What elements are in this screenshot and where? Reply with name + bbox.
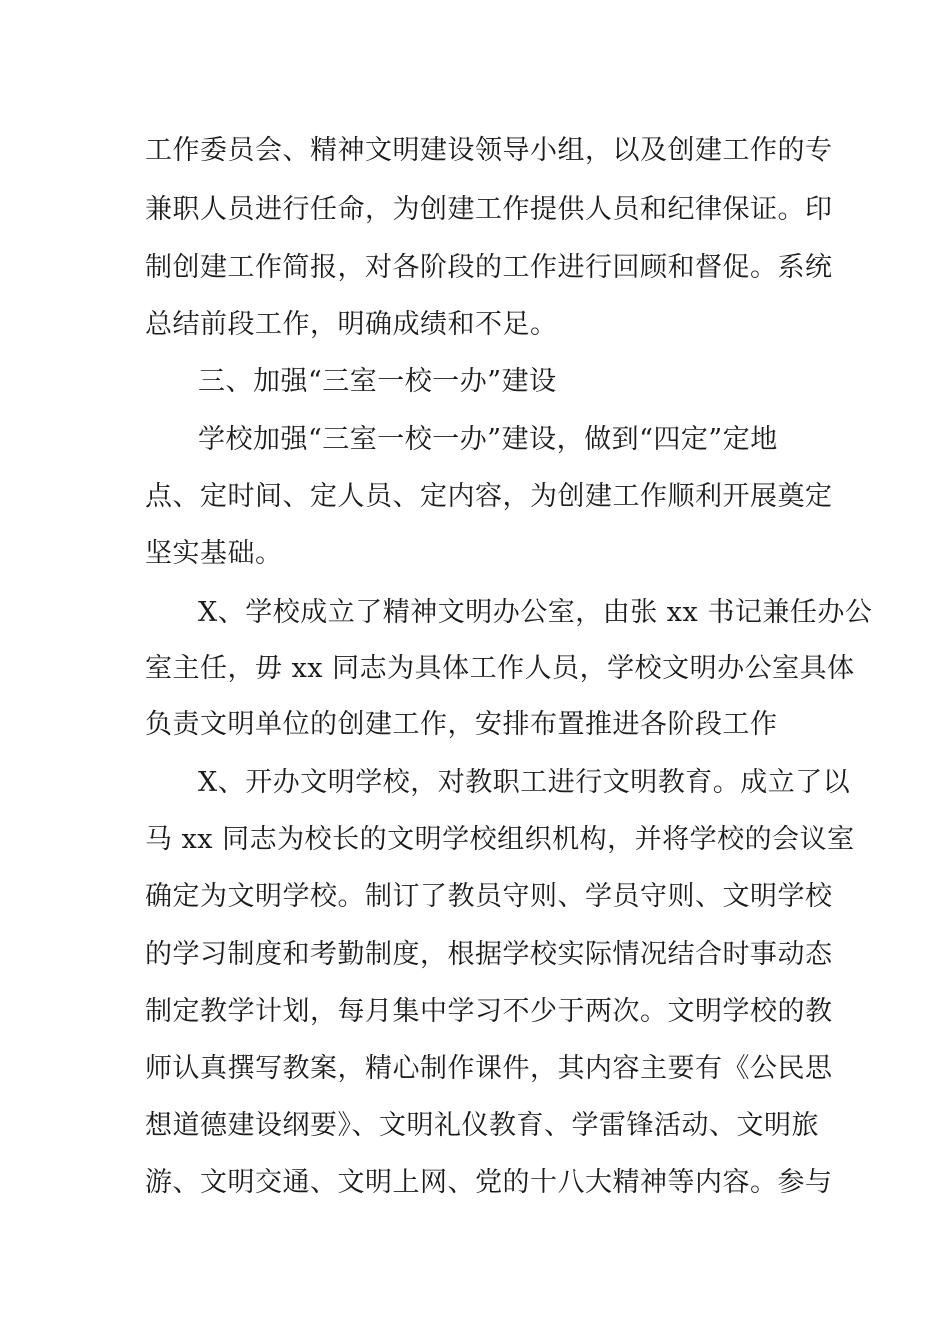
text-line: 工作委员会、精神文明建设领导小组，以及创建工作的专 [145,135,833,166]
text-line: 负责文明单位的创建工作，安排布置推进各阶段工作 [145,709,778,740]
text-line: 确定为文明学校。制订了教员守则、学员守则、文明学校 [145,881,833,912]
text-line: 制定教学计划，每月集中学习不少于两次。文明学校的教 [145,996,833,1027]
text-line: 室主任，毋 xx 同志为具体工作人员，学校文明办公室具体 [145,653,855,684]
text-line: 学校加强“三室一校一办”建设，做到“四定”定地 [198,424,778,455]
text-line: X、开办文明学校，对教职工进行文明教育。成立了以 [198,767,851,798]
text-line: 总结前段工作，明确成绩和不足。 [145,309,558,340]
text-line: 想道德建设纲要》、文明礼仪教育、学雷锋活动、文明旅 [145,1110,819,1141]
text-line: 兼职人员进行任命，为创建工作提供人员和纪律保证。印 [145,194,833,225]
section-heading: 三、加强“三室一校一办”建设 [198,366,557,397]
text-line: 师认真撰写教案，精心制作课件，其内容主要有《公民思 [145,1053,833,1084]
text-line: 点、定时间、定人员、定内容，为创建工作顺利开展奠定 [145,481,833,512]
text-line: 制创建工作简报，对各阶段的工作进行回顾和督促。系统 [145,252,833,283]
text-line: 的学习制度和考勤制度，根据学校实际情况结合时事动态 [145,939,833,970]
text-line: X、学校成立了精神文明办公室，由张 xx 书记兼任办公 [198,597,873,628]
text-line: 游、文明交通、文明上网、党的十八大精神等内容。参与 [145,1167,833,1198]
text-line: 马 xx 同志为校长的文明学校组织机构，并将学校的会议室 [145,824,855,855]
text-line: 坚实基础。 [145,538,283,569]
